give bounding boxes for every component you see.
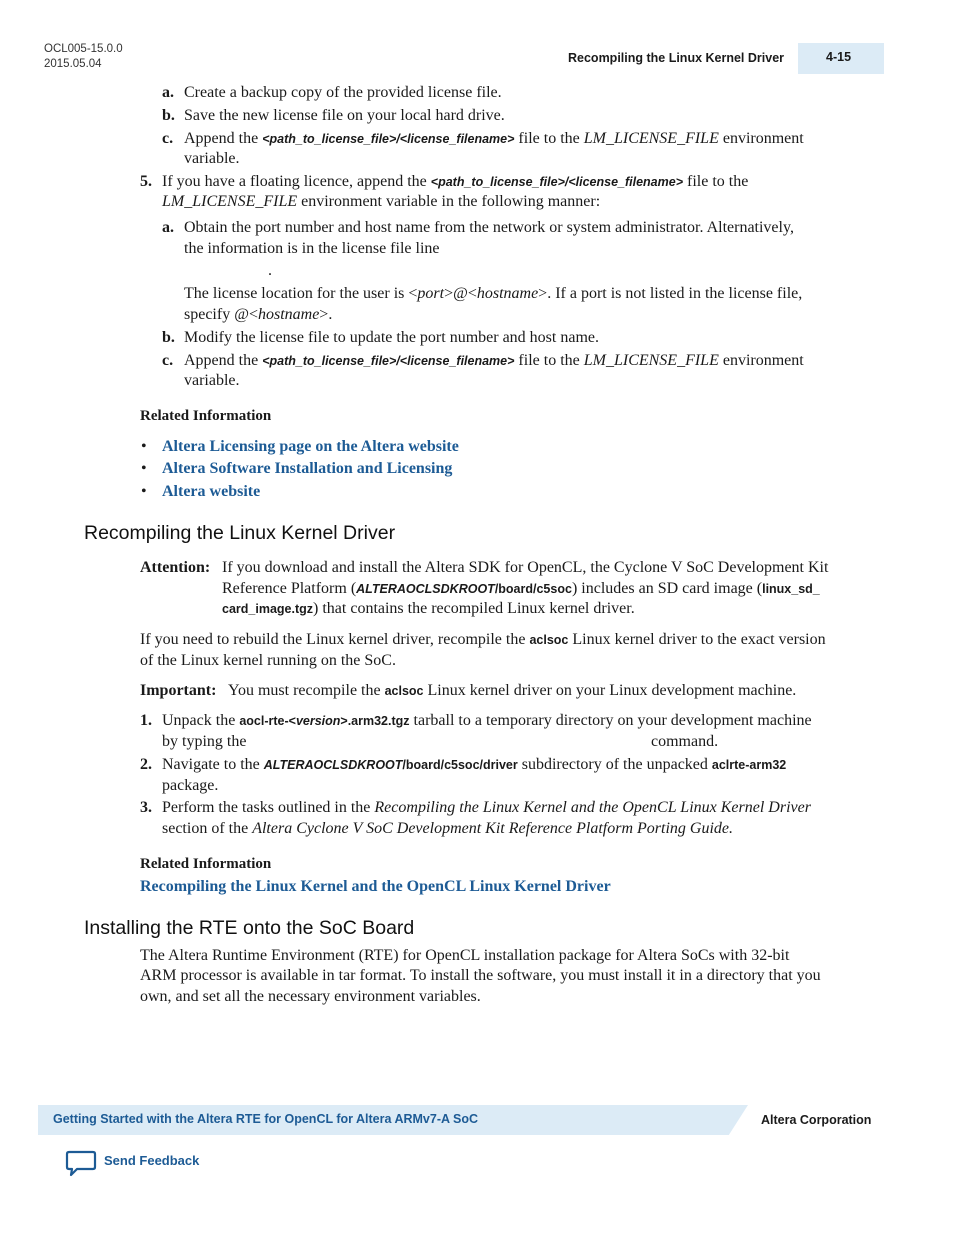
- step-c2-pre: Append the: [184, 352, 263, 369]
- step-5-label: 5.: [140, 173, 152, 190]
- step2-code-root: ALTERAOCLSDKROOT: [263, 758, 403, 772]
- step-c1-code: <path_to_license_file>/<license_filename>: [262, 132, 515, 146]
- important-text: [228, 681, 796, 701]
- link-software-installation[interactable]: Altera Software Installation and Licensing: [162, 460, 453, 477]
- step-b2-text: Modify the license file to update the port number and host name.: [184, 329, 599, 346]
- link-altera-website[interactable]: Altera website: [162, 483, 261, 500]
- step3-l2-pre: section of the: [162, 820, 253, 837]
- attention-code-root: ALTERAOCLSDKROOT: [356, 582, 495, 596]
- step1-l2-post: command.: [651, 733, 719, 750]
- step-b1-text: Save the new license file on your local hard drive.: [184, 107, 505, 124]
- step2-code-path: /board/c5soc/driver: [402, 758, 518, 772]
- step3-text: [162, 798, 811, 818]
- step1-code-a: aocl-rte-<: [239, 714, 296, 728]
- attention-label: Attention:: [140, 559, 211, 576]
- step-a2-p1-post: >. If a port is not listed in the license file,: [538, 285, 803, 302]
- step-a2-label: a.: [162, 219, 174, 236]
- install-l1: The Altera Runtime Environment (RTE) for OpenCL installation package for Altera SoCs with 32-bit: [140, 947, 790, 964]
- link-licensing-page[interactable]: Altera Licensing page on the Altera website: [162, 438, 459, 455]
- step-c2-post: environment: [718, 352, 804, 369]
- rebuild-para-l1: [140, 630, 826, 650]
- step-c2-text: [184, 351, 804, 371]
- rebuild-para-l2: of the Linux kernel running on the SoC.: [140, 652, 396, 669]
- step2-text: [162, 755, 786, 775]
- bullet-1: •: [141, 438, 147, 455]
- step2-code-pkg: aclrte-arm32: [711, 758, 787, 772]
- step-c1-mid: file to the: [514, 130, 584, 147]
- attention-l2-pre: Reference Platform (: [222, 580, 357, 597]
- important-pre: You must recompile the: [228, 682, 385, 699]
- related-info-heading: Related Information: [140, 408, 272, 424]
- step-a2-p2-post: >.: [319, 306, 333, 323]
- step-a1-label: a.: [162, 84, 174, 101]
- step1-code-b: >.arm32.tgz: [340, 714, 410, 728]
- step-a2-l2: the information is in the license file line: [184, 240, 440, 257]
- bullet-2: •: [141, 460, 147, 477]
- attention-code-file: linux_sd_: [762, 582, 820, 596]
- link-recompiling-kernel[interactable]: Recompiling the Linux Kernel and the OpenCL Linux Kernel Driver: [140, 878, 611, 895]
- attention-code-file-cont: card_image.tgz: [222, 602, 314, 616]
- doc-date: 2015.05.04: [44, 58, 102, 70]
- step3-l2-ital: Altera Cyclone V SoC Development Kit Reference Platform Porting Guide.: [252, 820, 733, 837]
- step1-text: [162, 711, 812, 731]
- important-label: Important:: [140, 682, 217, 699]
- step3-ital: Recompiling the Linux Kernel and the OpenCL Linux Kernel Driver: [374, 799, 811, 816]
- step1-l2-pre: by typing the: [162, 733, 247, 750]
- step-a2-p1-port: port: [417, 285, 445, 302]
- step-a2-p1-mid: >@<: [444, 285, 477, 302]
- step-5-post: file to the: [683, 173, 749, 190]
- step-a2-p2: [184, 305, 332, 325]
- step1-post: tarball to a temporary directory on your development machine: [409, 712, 812, 729]
- install-l3: own, and set all the necessary environment variables.: [140, 988, 481, 1005]
- step-5-cont-text: environment variable in the following manner:: [297, 193, 601, 210]
- attention-l3: [222, 599, 635, 619]
- attention-l2-mid: ) includes an SD card image (: [571, 580, 763, 597]
- step1-code-version: version: [295, 714, 341, 728]
- attention-l1: If you download and install the Altera SDK for OpenCL, the Cyclone V SoC Development Kit: [222, 559, 829, 576]
- step-a2-p1-host: hostname: [476, 285, 539, 302]
- install-l2: ARM processor is available in tar format. To install the software, you must install it in a directory that you: [140, 967, 821, 984]
- step-5-cont: [162, 192, 600, 212]
- step2-mid: subdirectory of the unpacked: [517, 756, 712, 773]
- page-number: 4-15: [826, 50, 852, 64]
- rebuild-code: aclsoc: [529, 633, 569, 647]
- step-b2-label: b.: [162, 329, 175, 346]
- send-feedback-link[interactable]: Send Feedback: [104, 1153, 200, 1168]
- section-title-recompiling: Recompiling the Linux Kernel Driver: [84, 522, 396, 544]
- step-a2-p2-pre: specify @<: [184, 306, 258, 323]
- important-code: aclsoc: [384, 684, 424, 698]
- step3-label: 3.: [140, 799, 152, 816]
- bullet-3: •: [141, 483, 147, 500]
- step-c2-mid: file to the: [514, 352, 584, 369]
- rebuild-pre: If you need to rebuild the Linux kernel driver, recompile the: [140, 631, 530, 648]
- attention-l2: [222, 579, 820, 599]
- step-5-var: LM_LICENSE_FILE: [162, 193, 298, 210]
- step-c1-var: LM_LICENSE_FILE: [583, 130, 719, 147]
- step-c1-pre: Append the: [184, 130, 263, 147]
- header-section-title: Recompiling the Linux Kernel Driver: [568, 51, 785, 65]
- rebuild-post: Linux kernel driver to the exact version: [568, 631, 826, 648]
- step-5-pre: If you have a floating licence, append the: [162, 173, 431, 190]
- step-c1-label: c.: [162, 130, 174, 147]
- step-5-text: [162, 172, 748, 192]
- step-a2-p1: [184, 284, 802, 304]
- step-a2-l1: Obtain the port number and host name from the network or system administrator. Alternatively,: [184, 219, 794, 236]
- step1-pre: Unpack the: [162, 712, 240, 729]
- attention-code-path: /board/c5soc: [494, 582, 572, 596]
- step-c1-cont: variable.: [184, 150, 240, 167]
- footer-company: Altera Corporation: [761, 1113, 872, 1127]
- footer-doc-title: Getting Started with the Altera RTE for OpenCL for Altera ARMv7-A SoC: [53, 1112, 479, 1126]
- doc-id: OCL005-15.0.0: [44, 43, 123, 55]
- feedback-icon[interactable]: [65, 1150, 97, 1178]
- step-c1-text: [184, 129, 804, 149]
- step-c2-label: c.: [162, 352, 174, 369]
- step-c2-cont: variable.: [184, 372, 240, 389]
- step2-cont: package.: [162, 777, 219, 794]
- step-b1-label: b.: [162, 107, 175, 124]
- step-a1-text: Create a backup copy of the provided license file.: [184, 84, 502, 101]
- step-a2-p2-host: hostname: [257, 306, 320, 323]
- step2-pre: Navigate to the: [162, 756, 264, 773]
- section-title-installing: Installing the RTE onto the SoC Board: [84, 917, 415, 939]
- step3-pre: Perform the tasks outlined in the: [162, 799, 375, 816]
- step1-label: 1.: [140, 712, 152, 729]
- step3-l2: [162, 819, 733, 839]
- step-c2-var: LM_LICENSE_FILE: [583, 352, 719, 369]
- related-info-heading-2: Related Information: [140, 856, 272, 872]
- step-a2-dot: .: [268, 262, 272, 279]
- important-post: Linux kernel driver on your Linux development machine.: [423, 682, 797, 699]
- step-a2-p1-pre: The license location for the user is <: [184, 285, 418, 302]
- step-c1-post: environment: [718, 130, 804, 147]
- step-5-code: <path_to_license_file>/<license_filename>: [430, 175, 683, 189]
- attention-l3-post: ) that contains the recompiled Linux kernel driver.: [313, 600, 635, 617]
- step2-label: 2.: [140, 756, 152, 773]
- step-c2-code: <path_to_license_file>/<license_filename>: [262, 354, 515, 368]
